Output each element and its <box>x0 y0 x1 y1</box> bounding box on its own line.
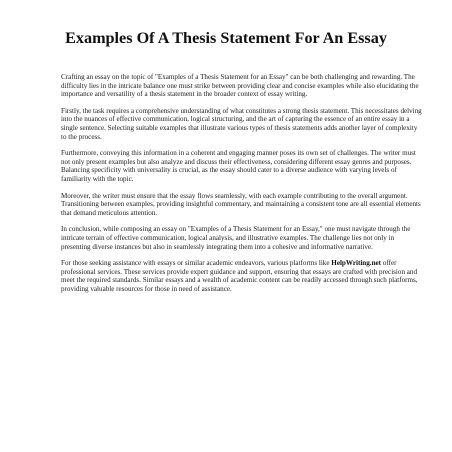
document-body <box>61 73 423 293</box>
paragraph-firstly: Firstly, the task requires a comprehensive understanding of what constitutes a strong thesis statement. This necessitates delving into the nuances of effective communication, logical structuring, and the art of capturing the essence of an entire essay in a single sentence. Selecting suitable examples that illustrate various types of thesis statements adds another layer of complexity to the process. <box>61 106 422 141</box>
paragraph-intro: Crafting an essay on the topic of "Examples of a Thesis Statement for an Essay" can be both challenging and rewarding. The difficulty lies in the intricate balance one must strike between providing clear and concise examples while also elucidating the importance and versatility of a thesis statement in the broader context of essay writing. <box>61 73 419 99</box>
paragraph-assistance <box>61 259 423 293</box>
paragraph-conclusion: In conclusion, while composing an essay on "Examples of a Thesis Statement for an Essay," one must navigate through the intricate terrain of effective communication, logical analysis, and illustrative examples. The challenge lies not only in presenting diverse instances but also in seamlessly integrating them into a cohesive and informative narrative. <box>61 225 411 251</box>
assistance-text-before-link: For those seeking assistance with essays or similar academic endeavors, various platforms like <box>61 259 330 268</box>
paragraph-moreover: Moreover, the writer must ensure that the essay flows seamlessly, with each example contributing to the overall argument. Transitioning between examples, providing insightful commentary, and maintaining a consistent tone are all essential elements that demand meticulous attention. <box>61 191 421 217</box>
helpwriting-link[interactable]: HelpWriting.net <box>331 259 382 268</box>
assistance-text-after-link: offer professional services. These services provide expert guidance and support, ensuring that essays are crafted with precision and meet the required standards. Similar essays and a wealth of academic content can be readily accessed through such platforms, providing valuable resources for those in need of assistance. <box>61 259 418 293</box>
paragraph-furthermore: Furthermore, conveying this information in a coherent and engaging manner poses its own set of challenges. The writer must not only present examples but also analyze and discuss their effectiveness, considering different essay genres and purposes. Balancing specificity with universality is crucial, as the essay should cater to a diverse audience with varying levels of familiarity with the topic. <box>61 149 416 183</box>
document-title: Examples Of A Thesis Statement For An Essay <box>65 29 387 47</box>
